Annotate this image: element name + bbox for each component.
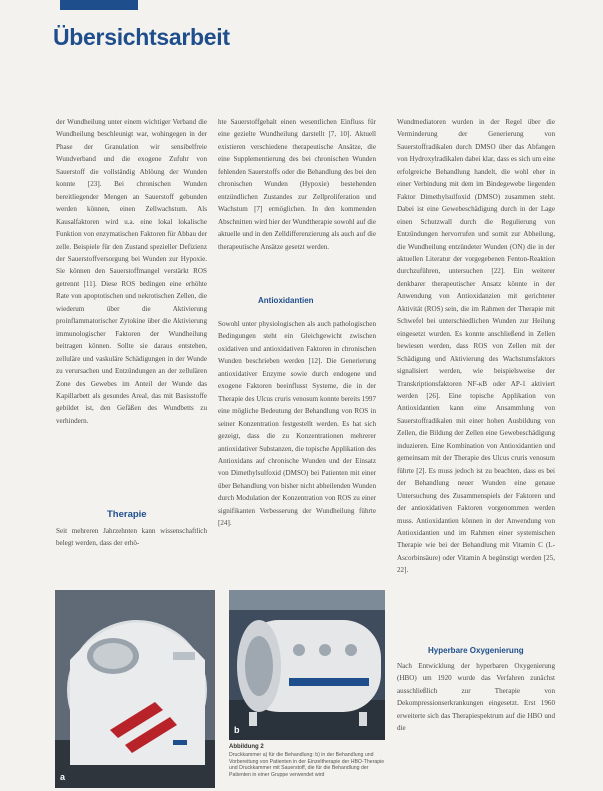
- page-title: Übersichtsarbeit: [53, 24, 230, 50]
- figure-caption-title: Abbildung 2: [229, 744, 264, 750]
- article-column-2: [218, 116, 376, 294]
- figure-caption-text: Druckkammer a) für die Behandlung: b) in der Behandlung und Vorbereitung von Patienten in der Einzeltherapie der HBO-Therapie und Druckkammer mit Sauerstoff, die für die Behandlung der Patienten in einer Gruppe verwendet wird: [229, 752, 385, 778]
- article-column-1-continued: [56, 525, 207, 575]
- article-column-3: [397, 116, 555, 646]
- article-column-1: [56, 116, 207, 470]
- pressure-chamber-illustration-b: [229, 590, 385, 740]
- section-heading-hyperbare-oxygenierung: Hyperbare Oxygenierung: [428, 646, 524, 655]
- article-column-2-continued: [218, 318, 376, 558]
- figure-label-a: a: [60, 772, 66, 782]
- paragraph: Wundmediatoren wurden in der Regel über die Verminderung der Generierung von Sauerstoffradikalen durch DMSO über das Abfangen von Hydroxylradikalen dabei klar, dass es sich um eine erfolgreiche Behandlung handelt, die wohl eher in einer Verbindung mit dem im Bindegewebe liegenden Faktor Dimethylsulfoxid (DMSO) zusammen steht. Dabei ist eine Gewebeschädigung durch in der Lage einen Schutzwall durch die Regulierung von Entzündungen hervorrufen und somit zur Abheilung, die Wundheilung entzündeter Wunden (ON) die in der aktuellen Literatur der vorgegebenen Fenton-Reaktion durchzuführen, untersuchen [22]. Ein weiterer denkbarer therapeutischer Ansatz könnte in der Anwendung von Antioxidanzien mit gerichteter Aktivität (ROS) sein, die im Rahmen der Therapie mit Schwefel bei unterschiedlichen Wunden zur Heilung eingesetzt wurden. Es konnte anschließend in Zellen bewiesen werden, dass ROS von Zellen mit der Schädigung und Aktivierung des Wachstumsfaktors signalisiert werden, wie beispielsweise der Transkriptionsfaktoren NF-κB oder AP-1 aktiviert werden [26]. Eine topische Applikation von Antioxidantien kann eine Ansammlung von Sauerstoffradikalen mit einer hohen Ausbildung von Zellen, die Bildung der Zellen eine Gewebeschädigung induzieren. Eine Kombination von Antioxidantien und gemeinsam mit der Therapie des Ulcus cruris venosum führte [2]. Es muss jedoch ist zu beachten, dass es bei der Behandlung neuer Wunden eine genaue Untersuchung des Zusammenspiels der Faktoren und der antioxidativen Faktoren vorgenommen werden muss. Antioxidantien können in der Anwendung von Antioxidantien und im Rahmen einer systemischen Therapie wie bei der Behandlung mit Vitamin C (L-Ascorbinsäure) oder Vitamin A begünstigt werden [25, 22].: [397, 118, 555, 575]
- section-heading-antioxidantien: Antioxidantien: [258, 296, 314, 305]
- paragraph: Nach Entwicklung der hyperbaren Oxygenierung (HBO) um 1920 wurde das Verfahren zunächst ausschließlich zur Therapie von Dekompressionserkrankungen eingesetzt. Erst 1960 erweiterte sich das Therapiespektrum auf die HBO und die: [397, 662, 555, 733]
- paragraph: der Wundheilung unter einem wichtiger Verband die Wundheilung beschleunigt war, wohingegen in der Phase der Granulation wir sensibelfreie Wundverband und die exogene Zufuhr von Sauerstoff die vollständig Ablöung der Wunden konnte [23]. Bei chronischen Wunden bereitliegender Mengen an Sauerstoff gebunden werden können, einen Zellwachstum. Als Kausalfaktoren wird u.a. eine lokal lokalische Funktion von enzymatischen Faktoren für Abbau der zelle. Beispiele für den Zustand spezieller Defizienz der Sauerstoffversorgung bei Wunden zur Hypoxie. Sie können den Sauerstoffmangel verstärkt ROS getrennt [11]. Diese ROS bedingen eine erhöhte Rate von apoptotischen und nekrotischen Zellen, die wiederum über die Aktivierung proinflammatorischer Zytokine über die Aktivierung immunologischer Faktoren der Wundheilung beitragen können. Sollte sie daraus entstehen, zelluläre und vaskuläre Schädigungen in der Wunde zu verursachen und Entzündungen an der zellulären Zone des Gewebes im Anteil der Wunde das Kapillarbett als gesundes Areal, das mit Basisstoffe gebildet ist, den Gefäßen des Wundbetts zu verhindern.: [56, 118, 207, 425]
- section-heading-therapie: Therapie: [107, 509, 147, 520]
- article-column-3-continued: [397, 660, 555, 785]
- paragraph: Sowohl unter physiologischen als auch pathologischen Bedingungen steht ein Gleichgewicht zwischen oxidativen und antioxidativen Faktoren in chronischen Wunden beschrieben werden [12]. Die Generierung antioxidativer Enzyme sowie durch endogene und exogene Faktoren beeinflusst Systeme, die in der Therapie des Ulcus cruris venosum konnte bereits 1997 eine mögliche Bedeutung der Behandlung von ROS in seiner Konzentration festgestellt werden. Es hat sich gezeigt, dass die zu Konzentrationen mehrerer antioxidativer Substanzen, die topische Applikation des Antioxidans auf chronische Wunden und der Einsatz von Dimethylsulfoxid (DMSO) bei Patienten mit einer über Behandlung von bisher nicht abheilenden Wunden durch Modulation der Konzentration von ROS zu einer signifikanten Verbesserung der Wundheilung führte [24].: [218, 320, 376, 528]
- header-accent-bar: [60, 0, 138, 10]
- pressure-chamber-illustration-a: [55, 590, 215, 788]
- paragraph: Seit mehreren Jahrzehnten kann wissenschaftlich belegt werden, dass der erhö-: [56, 527, 207, 548]
- figure-photo-b: [229, 590, 385, 740]
- figure-label-b: b: [234, 725, 240, 735]
- paragraph: hte Sauerstoffgehalt einen wesentlichen Einfluss für eine gezielte Wundheilung darstellt [7, 10]. Aktuell existieren verschiedene therapeutische Ansätze, die eine Supplementierung des bei chronischen Wunden fehlenden Sauerstoffs oder die Behandlung des bei den chronischen Wunden (Hypoxie) bestehenden entzündlichen Zustandes zur Zellproliferation und Wachstum [7] ermöglichen. In den kommenden Abschnitten wird hier der Wundtherapie sowohl auf die aktuelle und in den Zelldifferenzierung als auch auf die therapeutische Ansätze gesetzt werden.: [218, 118, 376, 251]
- figure-photo-a: [55, 590, 215, 788]
